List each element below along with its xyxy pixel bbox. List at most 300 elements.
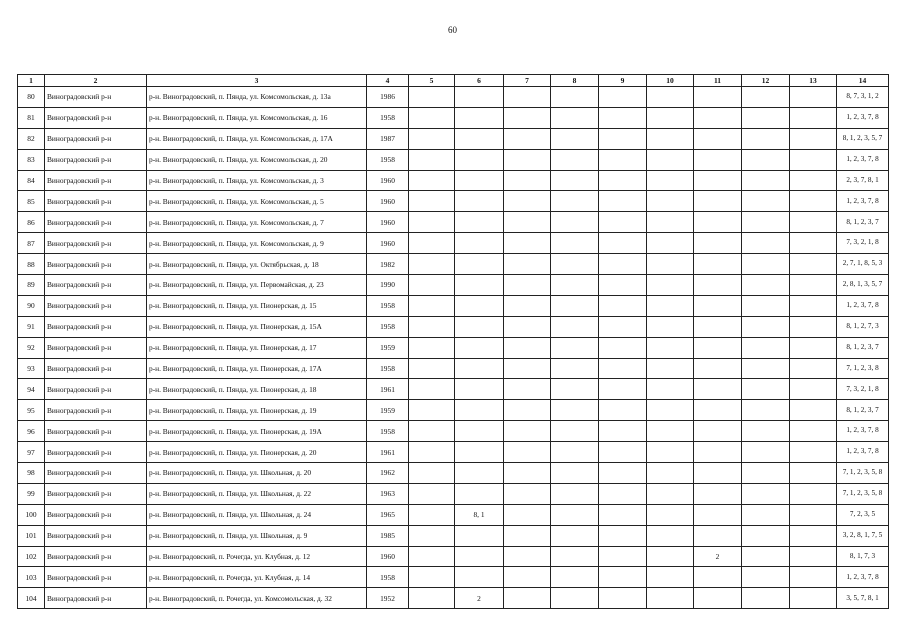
empty-cell: [647, 316, 694, 337]
column-14-cell: 1, 2, 3, 7, 8: [837, 149, 889, 170]
empty-cell: [647, 358, 694, 379]
district-cell: Виноградовский р-н: [45, 275, 147, 296]
empty-cell: [742, 128, 790, 149]
column-11-cell: [694, 149, 742, 170]
table-row: [18, 504, 889, 525]
table-row: [18, 170, 889, 191]
empty-cell: [599, 358, 647, 379]
column-header: 7: [504, 75, 551, 87]
empty-cell: [504, 525, 551, 546]
empty-cell: [790, 504, 837, 525]
empty-cell: [790, 337, 837, 358]
empty-cell: [599, 463, 647, 484]
empty-cell: [790, 275, 837, 296]
year-cell: 1990: [367, 275, 409, 296]
empty-cell: [504, 567, 551, 588]
empty-cell: [409, 149, 455, 170]
column-6-cell: [455, 421, 504, 442]
empty-cell: [551, 358, 599, 379]
empty-cell: [551, 254, 599, 275]
row-number: 84: [18, 170, 45, 191]
column-6-cell: [455, 212, 504, 233]
year-cell: 1958: [367, 421, 409, 442]
district-cell: Виноградовский р-н: [45, 128, 147, 149]
row-number: 94: [18, 379, 45, 400]
column-header: 2: [45, 75, 147, 87]
district-cell: Виноградовский р-н: [45, 504, 147, 525]
empty-cell: [409, 379, 455, 400]
empty-cell: [790, 525, 837, 546]
empty-cell: [647, 233, 694, 254]
empty-cell: [742, 233, 790, 254]
column-6-cell: [455, 233, 504, 254]
empty-cell: [647, 254, 694, 275]
empty-cell: [790, 254, 837, 275]
empty-cell: [599, 128, 647, 149]
year-cell: 1960: [367, 233, 409, 254]
row-number: 100: [18, 504, 45, 525]
empty-cell: [790, 149, 837, 170]
year-cell: 1961: [367, 442, 409, 463]
empty-cell: [647, 567, 694, 588]
column-6-cell: [455, 191, 504, 212]
column-11-cell: [694, 295, 742, 316]
empty-cell: [742, 442, 790, 463]
empty-cell: [504, 379, 551, 400]
empty-cell: [504, 87, 551, 108]
empty-cell: [551, 442, 599, 463]
column-11-cell: [694, 107, 742, 128]
empty-cell: [504, 463, 551, 484]
row-number: 93: [18, 358, 45, 379]
empty-cell: [504, 442, 551, 463]
year-cell: 1958: [367, 358, 409, 379]
district-cell: Виноградовский р-н: [45, 233, 147, 254]
empty-cell: [599, 233, 647, 254]
address-cell: р-н. Виноградовский, п. Пянда, ул. Комсомольская, д. 9: [147, 233, 367, 254]
row-number: 98: [18, 463, 45, 484]
district-cell: Виноградовский р-н: [45, 379, 147, 400]
empty-cell: [647, 191, 694, 212]
column-6-cell: [455, 128, 504, 149]
empty-cell: [742, 483, 790, 504]
column-header: 5: [409, 75, 455, 87]
empty-cell: [647, 128, 694, 149]
empty-cell: [742, 337, 790, 358]
empty-cell: [599, 567, 647, 588]
column-6-cell: [455, 463, 504, 484]
empty-cell: [599, 337, 647, 358]
empty-cell: [599, 212, 647, 233]
row-number: 101: [18, 525, 45, 546]
district-cell: Виноградовский р-н: [45, 421, 147, 442]
empty-cell: [647, 546, 694, 567]
district-cell: Виноградовский р-н: [45, 337, 147, 358]
column-header: 12: [742, 75, 790, 87]
data-table: [17, 74, 889, 609]
column-11-cell: [694, 254, 742, 275]
column-11-cell: [694, 567, 742, 588]
column-14-cell: 3, 5, 7, 8, 1: [837, 588, 889, 609]
empty-cell: [742, 567, 790, 588]
table-row: [18, 379, 889, 400]
row-number: 99: [18, 483, 45, 504]
district-cell: Виноградовский р-н: [45, 254, 147, 275]
column-6-cell: [455, 149, 504, 170]
column-header: 14: [837, 75, 889, 87]
header-row: [18, 75, 889, 87]
empty-cell: [647, 525, 694, 546]
year-cell: 1958: [367, 295, 409, 316]
column-14-cell: 8, 1, 2, 3, 7: [837, 337, 889, 358]
row-number: 104: [18, 588, 45, 609]
row-number: 91: [18, 316, 45, 337]
column-14-cell: 7, 2, 3, 5: [837, 504, 889, 525]
empty-cell: [647, 170, 694, 191]
column-6-cell: [455, 107, 504, 128]
empty-cell: [599, 254, 647, 275]
empty-cell: [790, 87, 837, 108]
empty-cell: [742, 525, 790, 546]
empty-cell: [504, 546, 551, 567]
table-row: [18, 149, 889, 170]
address-cell: р-н. Виноградовский, п. Пянда, ул. Комсомольская, д. 7: [147, 212, 367, 233]
table-row: [18, 233, 889, 254]
column-14-cell: 8, 1, 2, 7, 3: [837, 316, 889, 337]
empty-cell: [599, 588, 647, 609]
column-14-cell: 7, 1, 2, 3, 8: [837, 358, 889, 379]
address-cell: р-н. Виноградовский, п. Пянда, ул. Пионерская, д. 15: [147, 295, 367, 316]
address-cell: р-н. Виноградовский, п. Пянда, ул. Комсомольская, д. 13а: [147, 87, 367, 108]
empty-cell: [599, 87, 647, 108]
empty-cell: [504, 170, 551, 191]
year-cell: 1963: [367, 483, 409, 504]
empty-cell: [647, 107, 694, 128]
empty-cell: [409, 525, 455, 546]
empty-cell: [551, 233, 599, 254]
district-cell: Виноградовский р-н: [45, 107, 147, 128]
row-number: 96: [18, 421, 45, 442]
row-number: 95: [18, 400, 45, 421]
year-cell: 1958: [367, 316, 409, 337]
empty-cell: [409, 337, 455, 358]
table-row: [18, 567, 889, 588]
row-number: 82: [18, 128, 45, 149]
empty-cell: [599, 400, 647, 421]
empty-cell: [742, 170, 790, 191]
empty-cell: [409, 316, 455, 337]
column-14-cell: 2, 8, 1, 3, 5, 7: [837, 275, 889, 296]
table-row: [18, 358, 889, 379]
empty-cell: [742, 191, 790, 212]
row-number: 90: [18, 295, 45, 316]
empty-cell: [790, 379, 837, 400]
year-cell: 1961: [367, 379, 409, 400]
column-header: 3: [147, 75, 367, 87]
empty-cell: [647, 337, 694, 358]
empty-cell: [790, 128, 837, 149]
empty-cell: [647, 400, 694, 421]
column-header: 1: [18, 75, 45, 87]
empty-cell: [647, 463, 694, 484]
empty-cell: [504, 128, 551, 149]
district-cell: Виноградовский р-н: [45, 358, 147, 379]
empty-cell: [742, 316, 790, 337]
empty-cell: [409, 233, 455, 254]
empty-cell: [409, 254, 455, 275]
row-number: 80: [18, 87, 45, 108]
empty-cell: [790, 212, 837, 233]
column-14-cell: 8, 1, 2, 3, 7: [837, 212, 889, 233]
column-11-cell: [694, 504, 742, 525]
column-14-cell: 7, 3, 2, 1, 8: [837, 379, 889, 400]
column-14-cell: 7, 1, 2, 3, 5, 8: [837, 483, 889, 504]
empty-cell: [409, 212, 455, 233]
column-14-cell: 3, 2, 8, 1, 7, 5: [837, 525, 889, 546]
column-11-cell: [694, 275, 742, 296]
table-row: [18, 107, 889, 128]
address-cell: р-н. Виноградовский, п. Рочегда, ул. Клубная, д. 14: [147, 567, 367, 588]
empty-cell: [647, 295, 694, 316]
empty-cell: [790, 191, 837, 212]
empty-cell: [551, 107, 599, 128]
column-11-cell: [694, 316, 742, 337]
empty-cell: [790, 400, 837, 421]
row-number: 83: [18, 149, 45, 170]
empty-cell: [409, 170, 455, 191]
empty-cell: [790, 316, 837, 337]
empty-cell: [504, 191, 551, 212]
year-cell: 1985: [367, 525, 409, 546]
year-cell: 1958: [367, 107, 409, 128]
address-cell: р-н. Виноградовский, п. Пянда, ул. Школьная, д. 20: [147, 463, 367, 484]
empty-cell: [551, 421, 599, 442]
column-14-cell: 8, 7, 3, 1, 2: [837, 87, 889, 108]
table-row: [18, 87, 889, 108]
table-row: [18, 128, 889, 149]
empty-cell: [742, 149, 790, 170]
row-number: 102: [18, 546, 45, 567]
column-14-cell: 8, 1, 2, 3, 7: [837, 400, 889, 421]
row-number: 92: [18, 337, 45, 358]
empty-cell: [409, 275, 455, 296]
empty-cell: [742, 107, 790, 128]
empty-cell: [409, 588, 455, 609]
address-cell: р-н. Виноградовский, п. Пянда, ул. Комсомольская, д. 20: [147, 149, 367, 170]
empty-cell: [409, 421, 455, 442]
empty-cell: [599, 191, 647, 212]
empty-cell: [790, 170, 837, 191]
district-cell: Виноградовский р-н: [45, 483, 147, 504]
empty-cell: [409, 191, 455, 212]
district-cell: Виноградовский р-н: [45, 170, 147, 191]
row-number: 89: [18, 275, 45, 296]
empty-cell: [742, 588, 790, 609]
empty-cell: [790, 588, 837, 609]
column-6-cell: [455, 275, 504, 296]
district-cell: Виноградовский р-н: [45, 191, 147, 212]
year-cell: 1960: [367, 191, 409, 212]
empty-cell: [551, 525, 599, 546]
empty-cell: [551, 400, 599, 421]
column-header: 13: [790, 75, 837, 87]
year-cell: 1962: [367, 463, 409, 484]
column-11-cell: [694, 170, 742, 191]
empty-cell: [551, 546, 599, 567]
column-6-cell: [455, 295, 504, 316]
empty-cell: [551, 316, 599, 337]
column-11-cell: [694, 421, 742, 442]
address-cell: р-н. Виноградовский, п. Пянда, ул. Комсомольская, д. 5: [147, 191, 367, 212]
table-row: [18, 400, 889, 421]
address-cell: р-н. Виноградовский, п. Пянда, ул. Первомайская, д. 23: [147, 275, 367, 296]
table-row: [18, 588, 889, 609]
column-6-cell: [455, 316, 504, 337]
empty-cell: [742, 379, 790, 400]
empty-cell: [647, 421, 694, 442]
column-14-cell: 2, 3, 7, 8, 1: [837, 170, 889, 191]
year-cell: 1960: [367, 212, 409, 233]
table-row: [18, 275, 889, 296]
column-11-cell: [694, 442, 742, 463]
empty-cell: [504, 358, 551, 379]
column-11-cell: [694, 212, 742, 233]
column-6-cell: [455, 525, 504, 546]
column-6-cell: [455, 546, 504, 567]
district-cell: Виноградовский р-н: [45, 442, 147, 463]
table-row: [18, 316, 889, 337]
table-body: [18, 87, 889, 609]
column-header: 8: [551, 75, 599, 87]
district-cell: Виноградовский р-н: [45, 588, 147, 609]
address-cell: р-н. Виноградовский, п. Пянда, ул. Октябрьская, д. 18: [147, 254, 367, 275]
column-6-cell: [455, 400, 504, 421]
empty-cell: [790, 421, 837, 442]
year-cell: 1987: [367, 128, 409, 149]
empty-cell: [599, 525, 647, 546]
address-cell: р-н. Виноградовский, п. Пянда, ул. Школьная, д. 9: [147, 525, 367, 546]
empty-cell: [599, 107, 647, 128]
empty-cell: [551, 463, 599, 484]
empty-cell: [647, 483, 694, 504]
address-cell: р-н. Виноградовский, п. Пянда, ул. Школьная, д. 22: [147, 483, 367, 504]
empty-cell: [742, 504, 790, 525]
column-11-cell: [694, 588, 742, 609]
district-cell: Виноградовский р-н: [45, 463, 147, 484]
empty-cell: [742, 421, 790, 442]
column-6-cell: [455, 483, 504, 504]
empty-cell: [551, 170, 599, 191]
address-cell: р-н. Виноградовский, п. Пянда, ул. Пионерская, д. 18: [147, 379, 367, 400]
district-cell: Виноградовский р-н: [45, 87, 147, 108]
column-11-cell: [694, 191, 742, 212]
page-number: 60: [448, 25, 457, 35]
row-number: 81: [18, 107, 45, 128]
column-11-cell: [694, 400, 742, 421]
empty-cell: [551, 149, 599, 170]
empty-cell: [790, 107, 837, 128]
empty-cell: [504, 337, 551, 358]
empty-cell: [742, 295, 790, 316]
empty-cell: [409, 463, 455, 484]
empty-cell: [742, 546, 790, 567]
year-cell: 1952: [367, 588, 409, 609]
empty-cell: [599, 170, 647, 191]
empty-cell: [551, 379, 599, 400]
empty-cell: [504, 400, 551, 421]
column-11-cell: [694, 358, 742, 379]
column-6-cell: [455, 254, 504, 275]
column-14-cell: 1, 2, 3, 7, 8: [837, 191, 889, 212]
table-row: [18, 463, 889, 484]
empty-cell: [551, 275, 599, 296]
district-cell: Виноградовский р-н: [45, 400, 147, 421]
empty-cell: [504, 504, 551, 525]
district-cell: Виноградовский р-н: [45, 525, 147, 546]
empty-cell: [647, 379, 694, 400]
empty-cell: [409, 87, 455, 108]
empty-cell: [504, 107, 551, 128]
empty-cell: [409, 358, 455, 379]
table-row: [18, 442, 889, 463]
district-cell: Виноградовский р-н: [45, 149, 147, 170]
district-cell: Виноградовский р-н: [45, 295, 147, 316]
empty-cell: [599, 504, 647, 525]
table-row: [18, 525, 889, 546]
column-11-cell: [694, 87, 742, 108]
address-cell: р-н. Виноградовский, п. Пянда, ул. Пионерская, д. 20: [147, 442, 367, 463]
empty-cell: [647, 588, 694, 609]
address-cell: р-н. Виноградовский, п. Пянда, ул. Комсомольская, д. 16: [147, 107, 367, 128]
column-14-cell: 1, 2, 3, 7, 8: [837, 107, 889, 128]
table-row: [18, 212, 889, 233]
empty-cell: [790, 295, 837, 316]
empty-cell: [504, 254, 551, 275]
column-11-cell: 2: [694, 546, 742, 567]
year-cell: 1986: [367, 87, 409, 108]
table-row: [18, 546, 889, 567]
empty-cell: [409, 483, 455, 504]
address-cell: р-н. Виноградовский, п. Пянда, ул. Комсомольская, д. 17А: [147, 128, 367, 149]
empty-cell: [409, 546, 455, 567]
empty-cell: [409, 400, 455, 421]
table-row: [18, 254, 889, 275]
year-cell: 1959: [367, 400, 409, 421]
empty-cell: [647, 212, 694, 233]
empty-cell: [504, 483, 551, 504]
column-6-cell: 2: [455, 588, 504, 609]
address-cell: р-н. Виноградовский, п. Пянда, ул. Пионерская, д. 17А: [147, 358, 367, 379]
empty-cell: [742, 275, 790, 296]
empty-cell: [551, 212, 599, 233]
empty-cell: [551, 504, 599, 525]
empty-cell: [742, 254, 790, 275]
address-cell: р-н. Виноградовский, п. Рочегда, ул. Комсомольская, д. 32: [147, 588, 367, 609]
empty-cell: [504, 316, 551, 337]
column-11-cell: [694, 337, 742, 358]
address-cell: р-н. Виноградовский, п. Пянда, ул. Пионерская, д. 15А: [147, 316, 367, 337]
table-row: [18, 191, 889, 212]
empty-cell: [599, 295, 647, 316]
year-cell: 1960: [367, 170, 409, 191]
column-header: 9: [599, 75, 647, 87]
row-number: 85: [18, 191, 45, 212]
empty-cell: [409, 295, 455, 316]
empty-cell: [742, 463, 790, 484]
column-11-cell: [694, 128, 742, 149]
empty-cell: [742, 87, 790, 108]
column-14-cell: 1, 2, 3, 7, 8: [837, 421, 889, 442]
